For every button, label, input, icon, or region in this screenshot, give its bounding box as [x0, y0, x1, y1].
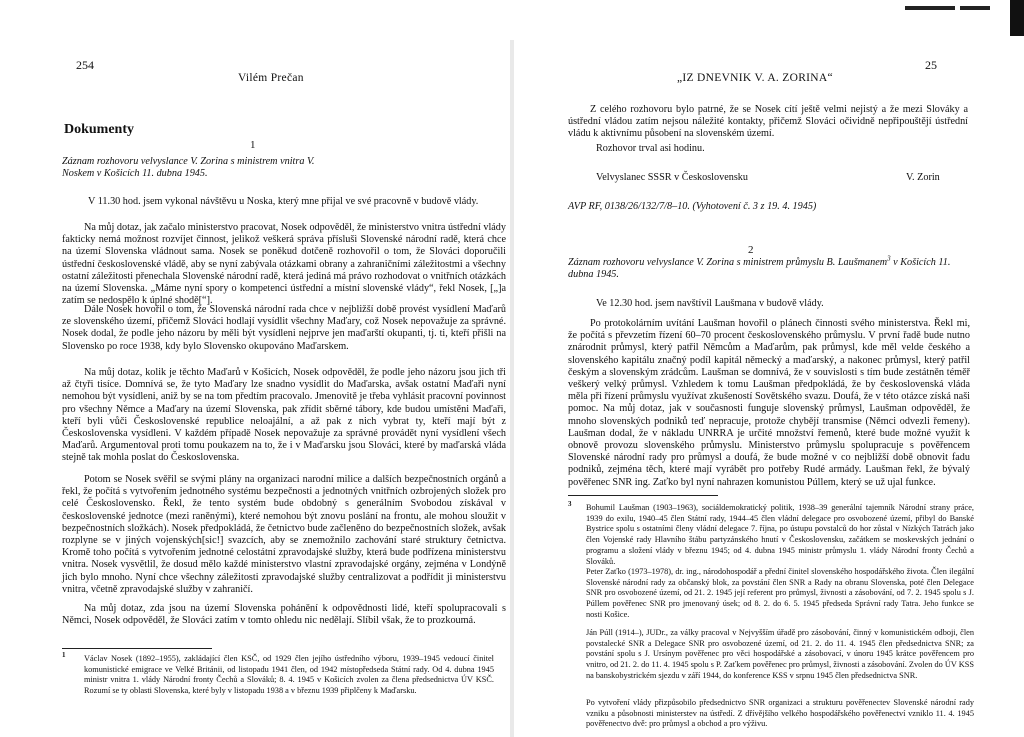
- footnote: Václav Nosek (1892–1955), zakládající člen KSČ, od 1929 člen jejího ústředního výboru, 1939–1945 vedoucí činitel komunistické emigrace ve Velké Británii, od listopadu 1941 člen, od 1942 místopředseda Státní rady. Od 4. dubna 1945 ministr vnitra 1. vlády Národní fronty Čechů a Slováků; 8. 4. 1945 v Košicích zvolen za člena předsednictva ÚV KSČ. Rozumí se ty oblasti Slovenska, které byly v listopadu 1938 a v březnu 1939 připlčeny k Maďarsku.: [84, 654, 494, 696]
- footnote: Bohumil Laušman (1903–1963), sociáldemokratický politik, 1938–39 generální tajemník Národní strany práce, 1939 do exilu, 1940–45 člen Státní rady, 1944–45 člen vládní delegace pro osvobozené území, přibyl do Banské Bystrice spolu s ostatními členy vládní delegace 7. října, po ústupu povstalců do hor zůstal v Nízkých Tatrách jako člen Vojenské rady Hlavního štábu partyzánského hnutí v Československu, začátkem se moskevských jednání o programu a složení vlády v březnu 1945; od 4. dubna 1945 ministr průmyslu 1. vlády Národní fronty Čechů a Slováků.: [586, 503, 974, 566]
- document-number: 2: [748, 244, 754, 256]
- archive-reference: AVP RF, 0138/26/132/7/8–10. (Vyhotovení č. 3 z 19. 4. 1945): [568, 201, 817, 212]
- section-title: Dokumenty: [64, 122, 135, 137]
- running-head: „IZ DNEVNIK V. A. ZORINA“: [677, 72, 833, 84]
- running-head: Vilém Prečan: [238, 72, 304, 84]
- paragraph: Na můj dotaz, jak začalo ministerstvo pracovat, Nosek odpověděl, že ministerstvo vnitra ústřední vlády fakticky nemá možnost rozvíjet činnost, jelikož veškerá správa příslušì Slovenské národní radě, která chce na území Slovenska vládnout sama. Nosek se poněkud dotčeně rozhovořil o tom, že Slováci doporučili ústřední československé vládě, aby se nyní zabývala otázkami obrany a zahraničními záležitostmi a všechny ostatní záležitosti přenechala Slovenské národní radě, která jediná má právo rozhodovat o vnitřních otázkách na území Slovenska. „Máme nyní spory o kompetenci ústřední a místní slovenské vlády“, řekl Nosek, [„]a zatím se nedospělo k úplné shodě[“].: [62, 222, 506, 307]
- document-heading-tail: v Košicích 11. dubna 1945.: [568, 257, 951, 281]
- document-number: 1: [250, 139, 256, 151]
- paragraph: Dále Nosek hovořil o tom, že Slovenská národní rada chce v nejbližší době provést vysídlení Maďarů ze slovenského území, přičemž Slováci hodlají vysídlit všechny Maďary, což Nosek nepovažuje za správné. Nosek dodal, že podle jeho názoru by měli být vysídleni nejprve jen maďarští okupanti, tj. ti, kteří přišli na Slovensko po roce 1938, kdy bylo Slovensko okupováno Maďarskem.: [62, 304, 506, 352]
- page-number: 254: [76, 58, 94, 72]
- page-number: 25: [925, 58, 937, 72]
- paragraph: Z celého rozhovoru bylo patrné, že se Nosek cítí ještě velmi nejistý a že mezi Slováky a ústřední vládou zatím nejsou náležité kontakty, přičemž Slováci očividně nepřipouštějí ústřední vládu k aktivnímu působení na slovenském území.: [568, 104, 968, 140]
- footnote-rule: [62, 648, 212, 649]
- footnote: Po vytvoření vlády přizpůsobilo předsednictvo SNR organizaci a strukturu pověřenectev Slovenské národní rady vzniku a působnosti ministerstev na ústředí. Z dřívějšího velkého hospodářského pověřenectví vzniklo 11. 4. 1945 pověřenectvo dvě: pro průmysl a obchod a pro výživu.: [586, 698, 974, 729]
- paragraph: Potom se Nosek svěřil se svými plány na organizaci narodní milice a dalších bezpečnostních orgánů a řekl, že počítá s vytvořením jednotného systému bezpečnosti a jednotných vnitřních ozbrojených složek pro celé Československo. Řekl, že tento systém bude obdobný s generálním Svobodou získával v československé jednotce (mezi raněnými), které nemohou být znovu poslání na frontu, ale mohou sloužit v bezpečnostních složkách). Nosek předpokládá, že četnictvo bude začleněno do bezpečnostních složek, avšak rozplyne se v jiných vojenských[sic!] svazcích, aby se znemožnilo zachování staré struktury četnictva. Kromě toho počítá s vytvořením jednotné celostátní zpravodajské služby, která bude podřízena ministerstvu vnitra. Nosek vysvětlil, že dosud mělo každé ministerstvo vlastní zpravodajské orgány, zejména v Londýně jich bylo mnoho. Nyní chce všechny záležitosti zpravodajské služby centralizovat a podřídit ji ministerstvu vnitra, včetně zpravodajské služby v zahraničí.: [62, 474, 506, 595]
- footnote: Peter Zaťko (1973–1978), dr. ing., národohospodář a přední činitel slovenského hospodářského života. Člen ilegální Slovenské národní rady za občanský blok, za povstání člen SNR a Rady na obranu Slovenska, poté člen Delegace SNR pro osvobozené území, od 21. 2. 1945 její referent pro průmysl, živnosti a zásobování, od 7. 2. 1945 spolu s J. Púllem pověřenec SNR pro jmenovaný úsek; od 8. 2. do 6. 5. 1945 předseda Správní rady Tatra. Jeho funkce se nosti Košice.: [586, 567, 974, 619]
- paragraph: V 11.30 hod. jsem vykonal návštěvu u Noska, který mne přijal ve své pracovně v budově vlády.: [88, 196, 479, 207]
- signature-title: Velvyslanec SSSR v Československu: [596, 172, 748, 183]
- paragraph: Na můj dotaz, kolik je těchto Maďarů v Košicích, Nosek odpověděl, že podle jeho názoru jsou jich tři až čtyři tisíce. Domnívá se, že tyto Maďary lze snadno vysídlit do Maďarska, avšak ostatní Maďaři nyní nemohou být vysídleni, aniž by se na tom předtím pracovalo. Jmenovitě je třeba vyhlásit pracovní povinnost pro všechny Němce a Maďary na území Slovenska, pak zřídit sběrné tábory, kde budou umístěni Maďaři, kteří byli vůči Československé republice neloajální, a až pak z nich vybrat ty, kteří mají být z Československa vysídleni. V každém případě Nosek nepovažuje za správné provádět nyní vysídlení všech Maďarů. Argumentoval proti tomu poukazem na to, že i v Maďarsku jsou Slováci, které by maďarská vláda stejně tak mohla poslat do Československa.: [62, 367, 506, 464]
- document-heading: [568, 254, 968, 281]
- document-heading-text: Záznam rozhovoru velvyslance V. Zorina s ministrem průmyslu B. Laušmanem: [568, 257, 888, 268]
- signature-name: V. Zorin: [906, 172, 940, 183]
- document-heading: Záznam rozhovoru velvyslance V. Zorina s ministrem vnitra V. Noskem v Košicích 11. dubna 1945.: [62, 156, 315, 180]
- paragraph: Ve 12.30 hod. jsem navštívil Laušmana v budově vlády.: [596, 298, 824, 309]
- right-page: [512, 0, 1024, 737]
- footnote-rule: [568, 495, 718, 496]
- footnote-marker: 3: [568, 500, 572, 508]
- paragraph: Po protokolárním uvítání Laušman hovořil o plánech činnosti svého ministerstva. Řekl mi, že počítá s převzetím řízení 60–70 procent československého průmyslu. V první řadě bude nutno znárodnit průmysl, který patřil Němcům a Maďarům, pak průmysl, kde měl velde českého a slovenského kapitálu značný podíl kapitál německý a maďarský, a nakonec průmysl, který patřil českým a slovenským zrádcům. Laušman se domnívá, že v souvislosti s tím bude zestátněn téměř veškerý velký průmysl. Vzhledem k tomu Laušman předpokládá, že by československá vláda měla při řízení průmyslu využívat zkušeností Sovětského svazu. Doufá, že v této otázce získá naši pomoc. Na můj dotaz, jak v současnosti funguje slovenský průmysl, Laušman odpověděl, že mnoho slovenských podniků teď nepracuje, protože chybějí transmise (Němci odvezli řemeny). Laušman dodal, že v nákladu UNRRA je určité množství řemenů, které bude možné využít k obnově provozu slovenského průmyslu. Ministerstvo průmyslu spolupracuje s pověřencem Slovenské národní rady pro průmysl a doufá, že bude možné v co nejbližší době obnovit fadu podniků, zejména těch, které mají vyrábět pro potřeby Rudé armády. Laušman řekl, že bývalý pověřenec SNR ing. Zaťko byl nyní nahrazen komunistou Púllem, který se už ujal funkce.: [568, 318, 970, 488]
- footnote-reference: 3: [887, 254, 891, 263]
- footnote-marker: 1: [62, 651, 66, 659]
- paragraph: Na můj dotaz, zda jsou na území Slovenska pohánění k odpovědnosti lidé, kteří spolupracovali s Němci, Nosek odpověděl, že Slováci zatím v tomto ohledu nic nedělají. Slíbil však, že to prozkoumá.: [62, 603, 506, 627]
- paragraph: Rozhovor trval asi hodinu.: [596, 143, 705, 154]
- footnote: Ján Púll (1914–), JUDr., za války pracoval v Nejvyšším úřadě pro zásobování, činný v komunistickém odboji, člen povstalecké SNR a Delegace SNR pro osvobozené území, od 21. 2. do 11. 4. 1945 člen předsednictva SNR; za povstání spolu s J. Ursínym pověřenec pro věci hospodářské a zásobovací, v únoru 1945 krátce pověřencem pro vnitro, od 21. 2. do 11. 4. 1945 spolu s P. Zaťkem pověřenec pro průmysl, živnosti a zásobování. Zvolen do ÚV KSS na banskobystrickém sjezdu v září 1944, do konference KSS v srpnu 1945 člen předsednictva SNR.: [586, 628, 974, 680]
